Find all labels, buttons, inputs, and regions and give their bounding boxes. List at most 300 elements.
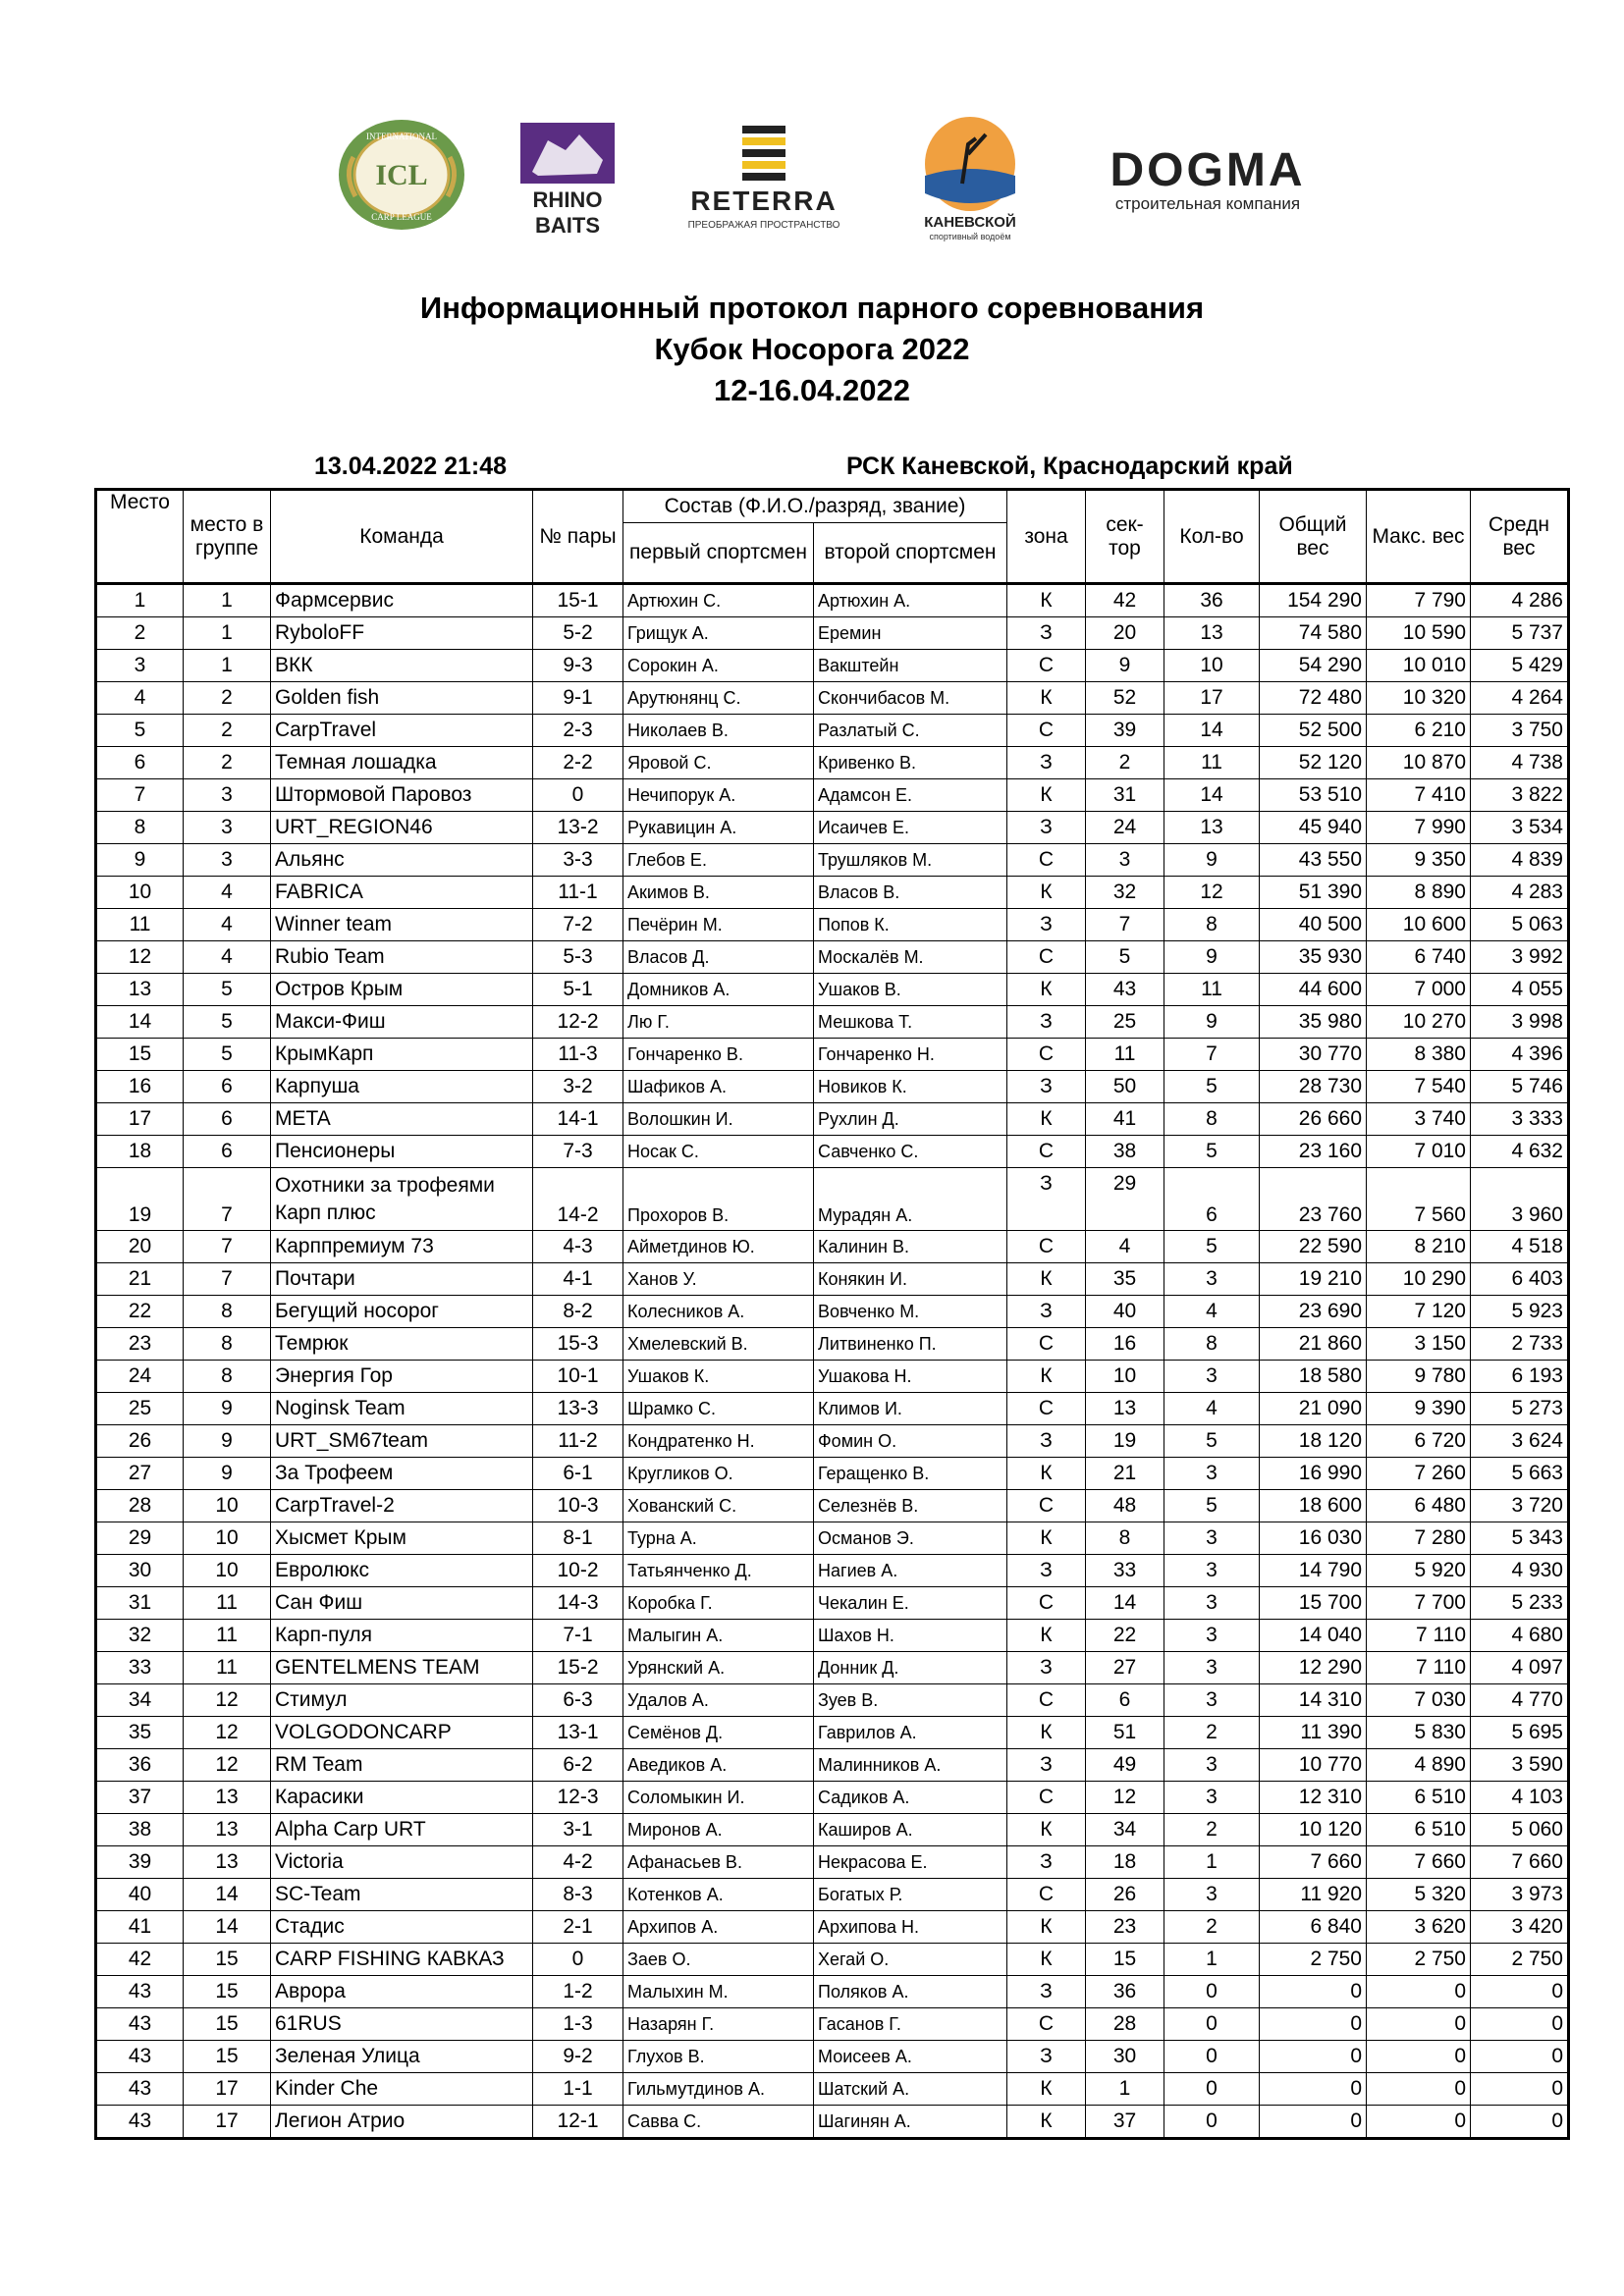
group-place-cell: 9 [184,1458,271,1490]
count-cell: 9 [1164,1006,1260,1039]
pair-no-cell: 0 [533,1944,623,1976]
count-cell: 3 [1164,1620,1260,1652]
count-cell: 2 [1164,1911,1260,1944]
total-weight-cell: 15 700 [1260,1587,1367,1620]
sector-cell: 33 [1086,1555,1164,1587]
first-athlete-cell: Рукавицин А. [623,812,814,844]
sector-cell: 26 [1086,1879,1164,1911]
count-cell: 7 [1164,1039,1260,1071]
avg-weight-cell: 5 233 [1471,1587,1569,1620]
avg-weight-cell: 4 097 [1471,1652,1569,1684]
team-cell: Victoria [271,1846,533,1879]
group-place-cell: 13 [184,1782,271,1814]
sector-cell: 42 [1086,584,1164,617]
pair-no-cell: 9-3 [533,650,623,682]
first-athlete-cell: Арутюнянц С. [623,682,814,715]
place-cell: 31 [96,1587,184,1620]
first-athlete-cell: Назарян Г. [623,2008,814,2041]
count-cell: 3 [1164,1782,1260,1814]
avg-weight-cell: 5 429 [1471,650,1569,682]
place-cell: 39 [96,1846,184,1879]
pair-no-cell: 5-2 [533,617,623,650]
place-cell: 27 [96,1458,184,1490]
first-athlete-cell: Сорокин А. [623,650,814,682]
document-title [0,288,1624,411]
table-row [96,1749,1569,1782]
sector-cell: 11 [1086,1039,1164,1071]
count-cell: 0 [1164,1976,1260,2008]
zone-cell: К [1007,584,1086,617]
group-place-cell: 2 [184,682,271,715]
second-athlete-cell: Конякин И. [814,1263,1007,1296]
max-weight-cell: 8 210 [1367,1231,1471,1263]
zone-cell: С [1007,1231,1086,1263]
sector-cell: 1 [1086,2073,1164,2106]
second-athlete-cell: Кривенко В. [814,747,1007,779]
pair-no-cell: 10-2 [533,1555,623,1587]
place-cell: 10 [96,877,184,909]
zone-cell: К [1007,1522,1086,1555]
header-team: Команда [271,490,533,584]
table-row [96,909,1569,941]
zone-cell: С [1007,715,1086,747]
count-cell: 14 [1164,779,1260,812]
group-place-cell: 7 [184,1231,271,1263]
total-weight-cell: 43 550 [1260,844,1367,877]
icl-center-text: ICL [375,159,428,191]
team-cell: Макси-Фиш [271,1006,533,1039]
avg-weight-cell: 5 273 [1471,1393,1569,1425]
team-cell: Темрюк [271,1328,533,1361]
group-place-cell: 4 [184,877,271,909]
first-athlete-cell: Айметдинов Ю. [623,1231,814,1263]
second-athlete-cell: Архипова Н. [814,1911,1007,1944]
avg-weight-cell: 4 632 [1471,1136,1569,1168]
total-weight-cell: 23 160 [1260,1136,1367,1168]
group-place-cell: 9 [184,1425,271,1458]
second-athlete-cell: Вовченко М. [814,1296,1007,1328]
group-place-cell: 1 [184,617,271,650]
place-cell: 4 [96,682,184,715]
group-place-cell: 4 [184,909,271,941]
team-cell: 61RUS [271,2008,533,2041]
table-row [96,715,1569,747]
table-row [96,1263,1569,1296]
zone-cell: С [1007,650,1086,682]
team-cell: Карпуша [271,1071,533,1103]
zone-cell: К [1007,1717,1086,1749]
table-row [96,1522,1569,1555]
total-weight-cell: 7 660 [1260,1846,1367,1879]
total-weight-cell: 14 310 [1260,1684,1367,1717]
second-athlete-cell: Некрасова Е. [814,1846,1007,1879]
second-athlete-cell: Зуев В. [814,1684,1007,1717]
first-athlete-cell: Семёнов Д. [623,1717,814,1749]
pair-no-cell: 8-1 [533,1522,623,1555]
first-athlete-cell: Хмелевский В. [623,1328,814,1361]
group-place-cell: 5 [184,974,271,1006]
sector-cell: 40 [1086,1296,1164,1328]
team-cell: RyboloFF [271,617,533,650]
pair-no-cell: 5-1 [533,974,623,1006]
group-place-cell: 17 [184,2106,271,2139]
sector-cell: 5 [1086,941,1164,974]
icl-logo [336,118,467,232]
total-weight-cell: 28 730 [1260,1071,1367,1103]
sector-cell: 22 [1086,1620,1164,1652]
pair-no-cell: 11-2 [533,1425,623,1458]
pair-no-cell: 11-1 [533,877,623,909]
count-cell: 0 [1164,2008,1260,2041]
avg-weight-cell: 4 103 [1471,1782,1569,1814]
sector-cell: 34 [1086,1814,1164,1846]
team-cell: Стадис [271,1911,533,1944]
team-cell: Евролюкс [271,1555,533,1587]
count-cell: 3 [1164,1879,1260,1911]
avg-weight-cell: 5 663 [1471,1458,1569,1490]
max-weight-cell: 6 510 [1367,1814,1471,1846]
sector-cell: 21 [1086,1458,1164,1490]
group-place-cell: 5 [184,1039,271,1071]
pair-no-cell: 2-3 [533,715,623,747]
place-cell: 23 [96,1328,184,1361]
header-group-place: место в группе [184,490,271,584]
max-weight-cell: 0 [1367,2106,1471,2139]
header-first-athlete: первый спортсмен [623,523,814,584]
table-row [96,747,1569,779]
second-athlete-cell: Калинин В. [814,1231,1007,1263]
place-cell: 7 [96,779,184,812]
avg-weight-cell: 0 [1471,2041,1569,2073]
first-athlete-cell: Соломыкин И. [623,1782,814,1814]
group-place-cell: 12 [184,1717,271,1749]
group-place-cell: 9 [184,1393,271,1425]
max-weight-cell: 6 740 [1367,941,1471,974]
sector-cell: 7 [1086,909,1164,941]
pair-no-cell: 7-1 [533,1620,623,1652]
zone-cell: С [1007,844,1086,877]
second-athlete-cell: Мешкова Т. [814,1006,1007,1039]
sector-cell: 37 [1086,2106,1164,2139]
max-weight-cell: 10 270 [1367,1006,1471,1039]
place-cell: 6 [96,747,184,779]
sector-cell: 24 [1086,812,1164,844]
avg-weight-cell: 5 737 [1471,617,1569,650]
avg-weight-cell: 3 590 [1471,1749,1569,1782]
avg-weight-cell: 7 660 [1471,1846,1569,1879]
avg-weight-cell: 4 770 [1471,1684,1569,1717]
second-athlete-cell: Фомин О. [814,1425,1007,1458]
max-weight-cell: 6 720 [1367,1425,1471,1458]
max-weight-cell: 7 110 [1367,1620,1471,1652]
second-athlete-cell: Ушаков В. [814,974,1007,1006]
avg-weight-cell: 4 518 [1471,1231,1569,1263]
team-cell: Зеленая Улица [271,2041,533,2073]
total-weight-cell: 21 090 [1260,1393,1367,1425]
first-athlete-cell: Урянский А. [623,1652,814,1684]
second-athlete-cell: Попов К. [814,909,1007,941]
pair-no-cell: 15-1 [533,584,623,617]
sector-cell: 28 [1086,2008,1164,2041]
sector-cell: 30 [1086,2041,1164,2073]
table-row [96,1393,1569,1425]
team-cell: ВКК [271,650,533,682]
place-cell: 43 [96,1976,184,2008]
zone-cell: З [1007,1168,1086,1231]
pair-no-cell: 6-1 [533,1458,623,1490]
group-place-cell: 13 [184,1846,271,1879]
team-cell: Kinder Che [271,2073,533,2106]
team-cell: GENTELMENS TEAM [271,1652,533,1684]
sector-cell: 27 [1086,1652,1164,1684]
max-weight-cell: 7 110 [1367,1652,1471,1684]
team-cell: VOLGODONCARP [271,1717,533,1749]
second-athlete-cell: Трушляков М. [814,844,1007,877]
avg-weight-cell: 5 343 [1471,1522,1569,1555]
total-weight-cell: 0 [1260,2041,1367,2073]
table-row [96,1136,1569,1168]
zone-cell: З [1007,1976,1086,2008]
sector-cell: 32 [1086,877,1164,909]
team-cell: URT_SM67team [271,1425,533,1458]
first-athlete-cell: Хованский С. [623,1490,814,1522]
avg-weight-cell: 5 746 [1471,1071,1569,1103]
total-weight-cell: 19 210 [1260,1263,1367,1296]
group-place-cell: 8 [184,1361,271,1393]
total-weight-cell: 12 290 [1260,1652,1367,1684]
team-cell: За Трофеем [271,1458,533,1490]
total-weight-cell: 23 690 [1260,1296,1367,1328]
total-weight-cell: 6 840 [1260,1911,1367,1944]
pair-no-cell: 10-3 [533,1490,623,1522]
count-cell: 1 [1164,1944,1260,1976]
table-row [96,1039,1569,1071]
group-place-cell: 11 [184,1620,271,1652]
count-cell: 0 [1164,2106,1260,2139]
pair-no-cell: 14-2 [533,1168,623,1231]
table-row [96,1071,1569,1103]
table-row [96,1782,1569,1814]
group-place-cell: 15 [184,1944,271,1976]
second-athlete-cell: Хегай О. [814,1944,1007,1976]
count-cell: 12 [1164,877,1260,909]
avg-weight-cell: 4 839 [1471,844,1569,877]
max-weight-cell: 7 660 [1367,1846,1471,1879]
team-cell: Карппремиум 73 [271,1231,533,1263]
rhino-line2: BAITS [535,213,600,238]
pair-no-cell: 2-2 [533,747,623,779]
max-weight-cell: 9 780 [1367,1361,1471,1393]
pair-no-cell: 6-2 [533,1749,623,1782]
max-weight-cell: 6 480 [1367,1490,1471,1522]
pair-no-cell: 14-3 [533,1587,623,1620]
sector-cell: 14 [1086,1587,1164,1620]
first-athlete-cell: Котенков А. [623,1879,814,1911]
sector-cell: 31 [1086,779,1164,812]
max-weight-cell: 4 890 [1367,1749,1471,1782]
dogma-logo [1080,142,1335,221]
pair-no-cell: 2-1 [533,1911,623,1944]
max-weight-cell: 7 120 [1367,1296,1471,1328]
pair-no-cell: 9-2 [533,2041,623,2073]
max-weight-cell: 2 750 [1367,1944,1471,1976]
total-weight-cell: 23 760 [1260,1168,1367,1231]
group-place-cell: 2 [184,747,271,779]
total-weight-cell: 54 290 [1260,650,1367,682]
total-weight-cell: 22 590 [1260,1231,1367,1263]
first-athlete-cell: Гончаренко В. [623,1039,814,1071]
table-row [96,779,1569,812]
total-weight-cell: 72 480 [1260,682,1367,715]
rhino-baits-logo [518,121,617,240]
total-weight-cell: 44 600 [1260,974,1367,1006]
header-second-athlete: второй спортсмен [814,523,1007,584]
table-row [96,1168,1569,1231]
second-athlete-cell: Селезнёв В. [814,1490,1007,1522]
zone-cell: З [1007,1425,1086,1458]
place-cell: 12 [96,941,184,974]
place-cell: 25 [96,1393,184,1425]
second-athlete-cell: Рухлин Д. [814,1103,1007,1136]
first-athlete-cell: Малыхин М. [623,1976,814,2008]
total-weight-cell: 40 500 [1260,909,1367,941]
icl-bottom-text: CARP LEAGUE [371,212,432,222]
place-cell: 9 [96,844,184,877]
header-pair-no: № пары [533,490,623,584]
team-cell: Фармсервис [271,584,533,617]
place-cell: 32 [96,1620,184,1652]
count-cell: 8 [1164,1103,1260,1136]
first-athlete-cell: Яровой С. [623,747,814,779]
max-weight-cell: 7 280 [1367,1522,1471,1555]
pair-no-cell: 7-3 [533,1136,623,1168]
total-weight-cell: 14 040 [1260,1620,1367,1652]
avg-weight-cell: 0 [1471,2073,1569,2106]
table-row [96,1103,1569,1136]
count-cell: 8 [1164,909,1260,941]
first-athlete-cell: Ушаков К. [623,1361,814,1393]
table-row [96,1587,1569,1620]
avg-weight-cell: 4 264 [1471,682,1569,715]
table-row [96,1976,1569,2008]
team-cell: Карп-пуля [271,1620,533,1652]
kanev-tagline: спортивный водоём [929,232,1011,241]
second-athlete-cell: Климов И. [814,1393,1007,1425]
count-cell: 4 [1164,1393,1260,1425]
count-cell: 11 [1164,974,1260,1006]
max-weight-cell: 6 510 [1367,1782,1471,1814]
group-place-cell: 15 [184,1976,271,2008]
sector-cell: 3 [1086,844,1164,877]
avg-weight-cell: 4 283 [1471,877,1569,909]
group-place-cell: 3 [184,812,271,844]
first-athlete-cell: Малыгин А. [623,1620,814,1652]
sector-cell: 9 [1086,650,1164,682]
first-athlete-cell: Савва С. [623,2106,814,2139]
avg-weight-cell: 4 680 [1471,1620,1569,1652]
pair-no-cell: 3-1 [533,1814,623,1846]
count-cell: 5 [1164,1231,1260,1263]
zone-cell: К [1007,779,1086,812]
group-place-cell: 15 [184,2041,271,2073]
pair-no-cell: 11-3 [533,1039,623,1071]
team-cell: Пенсионеры [271,1136,533,1168]
max-weight-cell: 7 000 [1367,974,1471,1006]
zone-cell: К [1007,1620,1086,1652]
total-weight-cell: 35 980 [1260,1006,1367,1039]
team-cell: Rubio Team [271,941,533,974]
pair-no-cell: 13-2 [533,812,623,844]
max-weight-cell: 0 [1367,1976,1471,2008]
pair-no-cell: 10-1 [533,1361,623,1393]
total-weight-cell: 0 [1260,2073,1367,2106]
second-athlete-cell: Савченко С. [814,1136,1007,1168]
sector-cell: 16 [1086,1328,1164,1361]
place-cell: 22 [96,1296,184,1328]
first-athlete-cell: Артюхин С. [623,584,814,617]
header-total-weight: Общий вес [1260,490,1367,584]
second-athlete-cell: Мурадян А. [814,1168,1007,1231]
table-row [96,1006,1569,1039]
sector-cell: 20 [1086,617,1164,650]
pair-no-cell: 15-2 [533,1652,623,1684]
table-row [96,1620,1569,1652]
second-athlete-cell: Адамсон Е. [814,779,1007,812]
reterra-name: RETERRA [690,186,838,216]
table-row [96,877,1569,909]
count-cell: 3 [1164,1684,1260,1717]
pair-no-cell: 3-2 [533,1071,623,1103]
zone-cell: З [1007,1296,1086,1328]
max-weight-cell: 3 150 [1367,1328,1471,1361]
zone-cell: С [1007,2008,1086,2041]
second-athlete-cell: Шатский А. [814,2073,1007,2106]
pair-no-cell: 8-2 [533,1296,623,1328]
sector-cell: 25 [1086,1006,1164,1039]
place-cell: 20 [96,1231,184,1263]
zone-cell: К [1007,1263,1086,1296]
second-athlete-cell: Гончаренко Н. [814,1039,1007,1071]
sector-cell: 18 [1086,1846,1164,1879]
max-weight-cell: 7 540 [1367,1071,1471,1103]
count-cell: 13 [1164,617,1260,650]
max-weight-cell: 9 390 [1367,1393,1471,1425]
avg-weight-cell: 3 973 [1471,1879,1569,1911]
count-cell: 8 [1164,1328,1260,1361]
table-row [96,844,1569,877]
team-cell: Темная лошадка [271,747,533,779]
rhino-line1: RHINO [532,187,603,212]
table-row [96,812,1569,844]
group-place-cell: 14 [184,1911,271,1944]
total-weight-cell: 16 990 [1260,1458,1367,1490]
title-line-2: Кубок Носорога 2022 [654,332,970,366]
first-athlete-cell: Татьянченко Д. [623,1555,814,1587]
zone-cell: К [1007,1911,1086,1944]
team-cell: Бегущий носорог [271,1296,533,1328]
max-weight-cell: 5 320 [1367,1879,1471,1911]
group-place-cell: 1 [184,584,271,617]
place-cell: 3 [96,650,184,682]
first-athlete-cell: Аведиков А. [623,1749,814,1782]
second-athlete-cell: Еремин [814,617,1007,650]
table-row [96,617,1569,650]
reterra-logo [666,126,862,234]
max-weight-cell: 7 260 [1367,1458,1471,1490]
zone-cell: З [1007,909,1086,941]
place-cell: 36 [96,1749,184,1782]
first-athlete-cell: Заев О. [623,1944,814,1976]
